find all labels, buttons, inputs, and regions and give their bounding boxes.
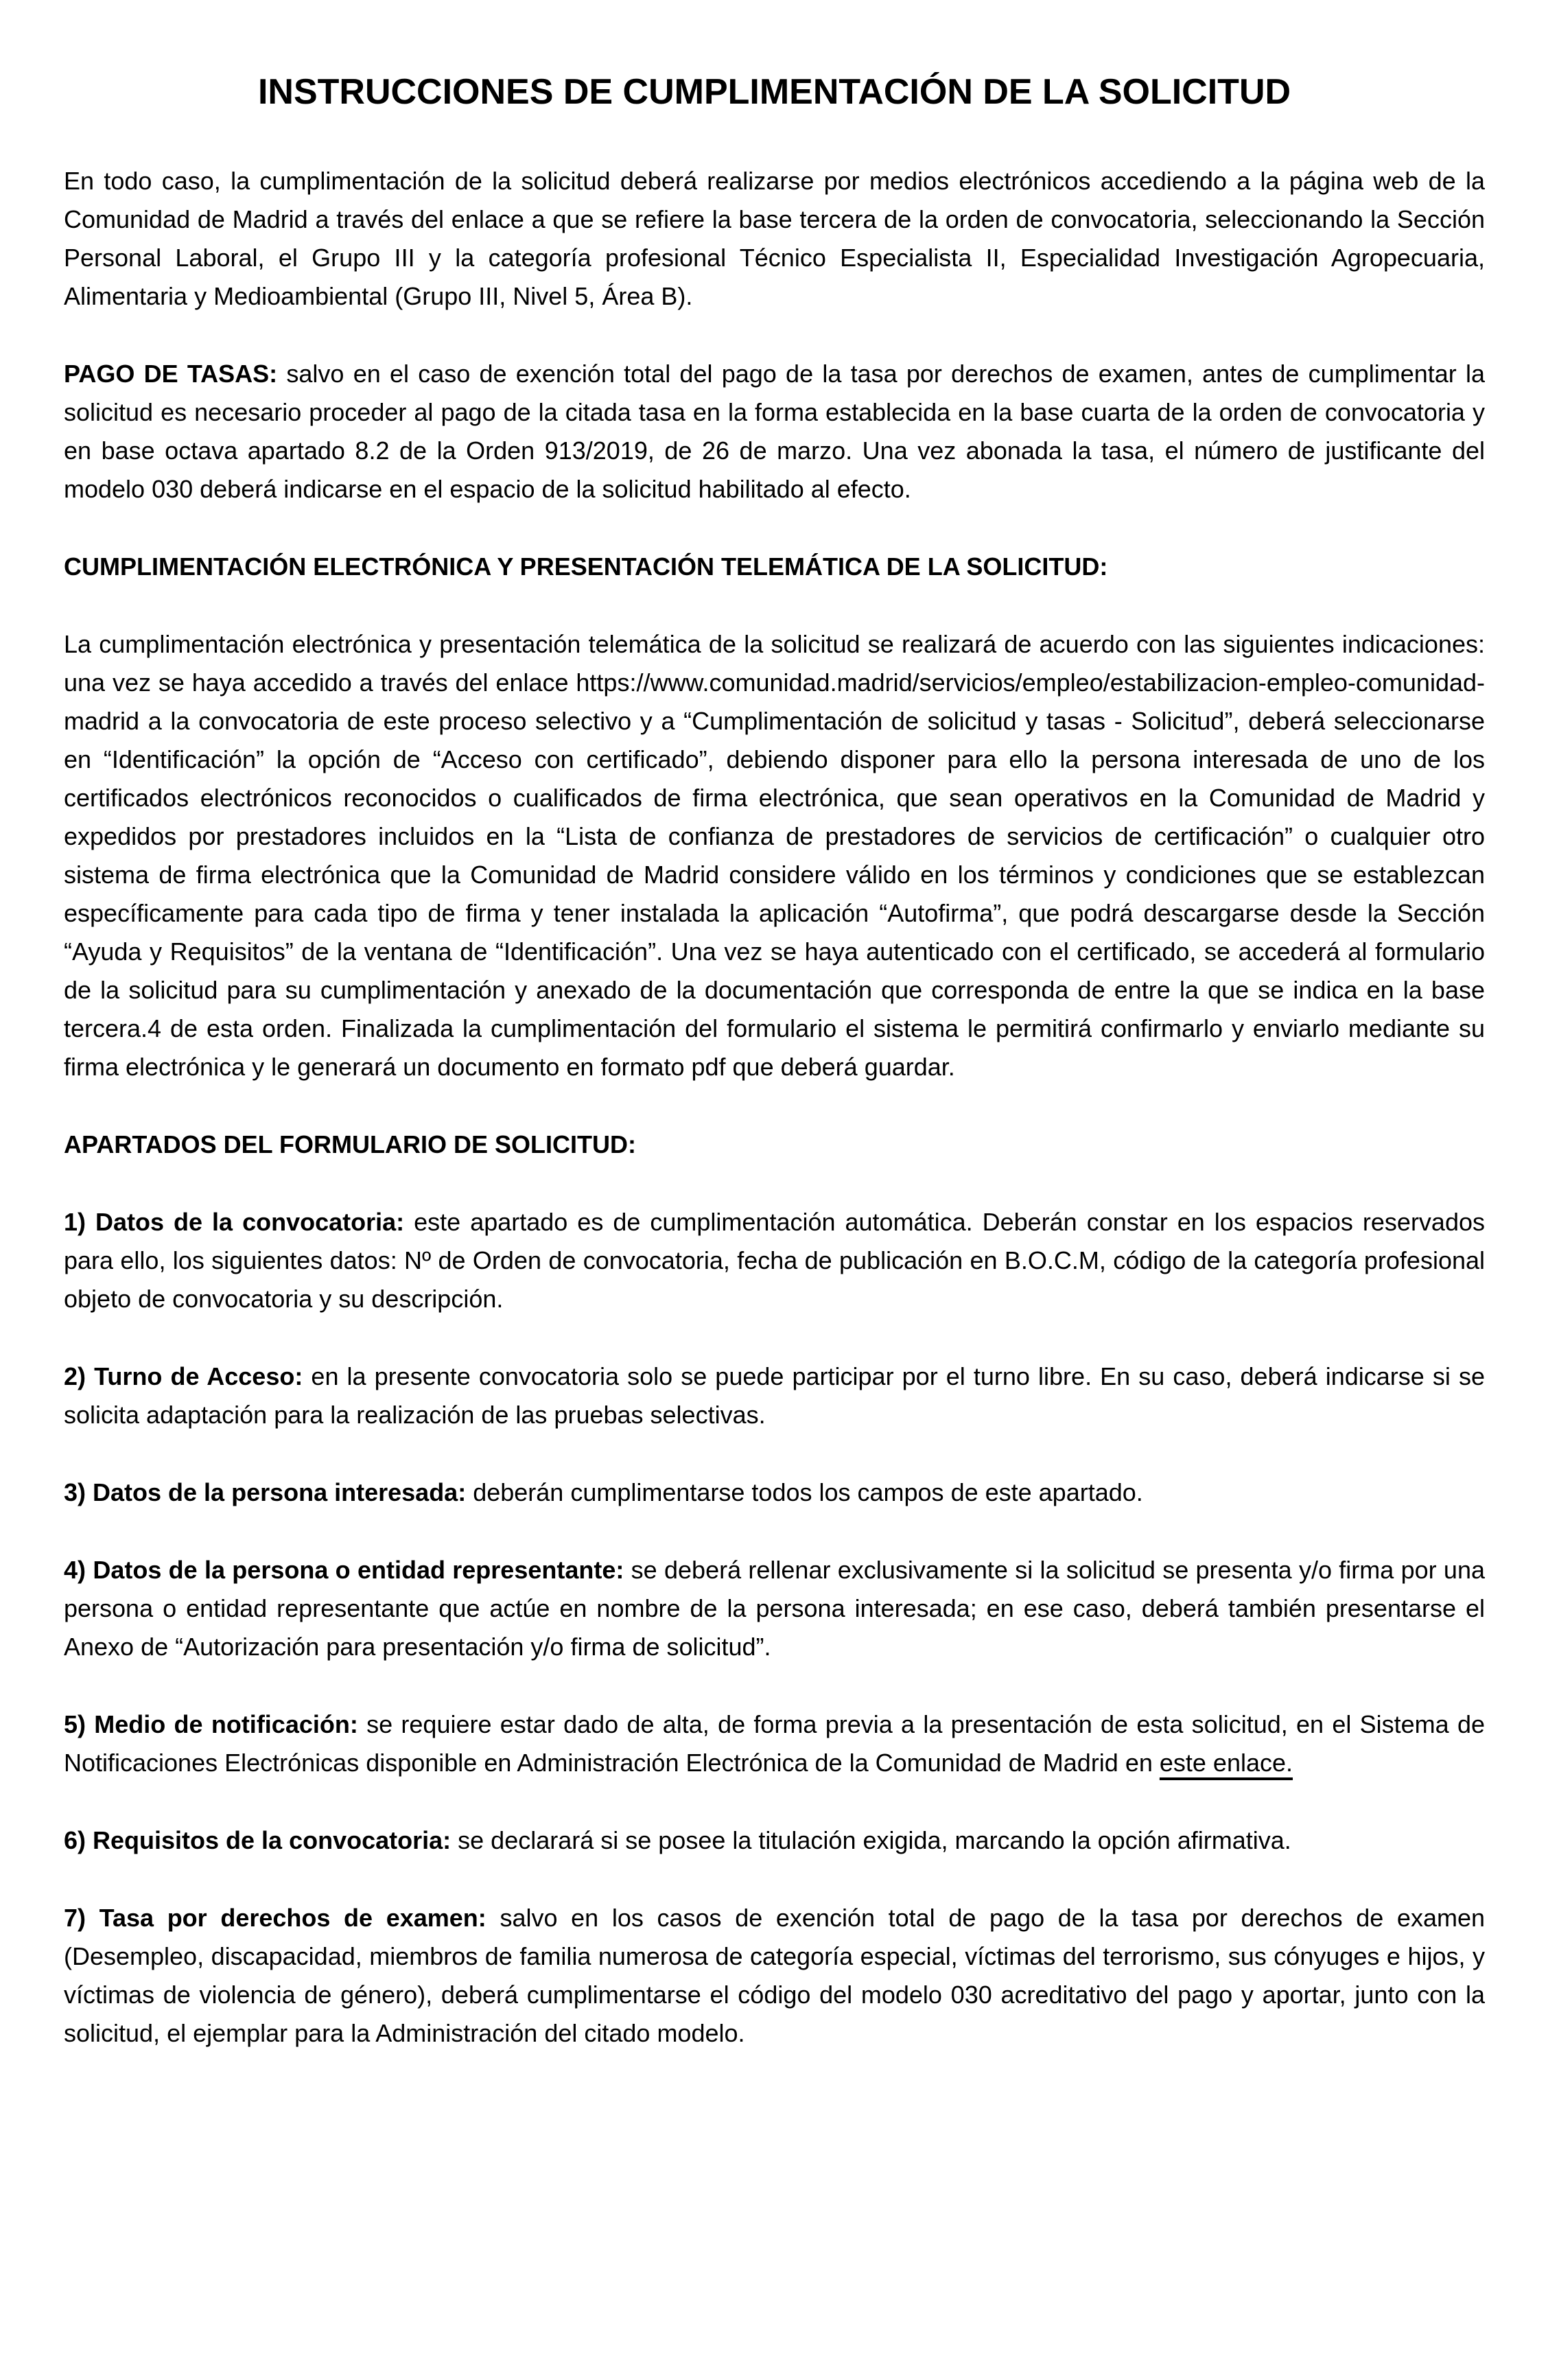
item-6-requisitos-convocatoria	[64, 1821, 1485, 1860]
cumplimentacion-text-after-url: a la convocatoria de este proceso selectivo y a “Cumplimentación de solicitud y tasas - Solicitud”, deberá seleccionarse en “Identificación” la opción de “Acceso con certificado”, debiendo disponer para ello la persona interesada de uno de los certificados electrónicos reconocidos o cualificados de firma electrónica, que sean operativos en la Comunidad de Madrid y expedidos por prestadores incluidos en la “Lista de confianza de prestadores de servicios de certificación” o cualquier otro sistema de firma electrónica que la Comunidad de Madrid considere válido en los términos y condiciones que se establezcan específicamente para cada tipo de firma y tener instalada la aplicación “Autofirma”, que podrá descargarse desde la Sección “Ayuda y Requisitos” de la ventana de “Identificación”. Una vez se haya autenticado con el certificado, se accederá al formulario de la solicitud para su cumplimentación y anexado de la documentación que corresponda de entre la que se indica en la base tercera.4 de esta orden. Finalizada la cumplimentación del formulario el sistema le permitirá confirmarlo y enviarlo mediante su firma electrónica y le generará un documento en formato pdf que deberá guardar.	[64, 707, 1485, 1081]
item-4-text: se deberá rellenar exclusivamente si la solicitud se presenta y/o firma por una persona o entidad representante que actúe en nombre de la persona interesada; en ese caso, deberá también presentarse el Anexo de “Autorización para presentación y/o firma de solicitud”.	[64, 1556, 1485, 1661]
item-3-datos-persona-interesada	[64, 1473, 1485, 1512]
este-enlace-link[interactable]: este enlace.	[1159, 1749, 1293, 1777]
pago-tasas-text: salvo en el caso de exención total del pago de la tasa por derechos de examen, antes de cumplimentar la solicitud es necesario proceder al pago de la citada tasa en la forma establecida en la base cuarta de la orden de convocatoria y en base octava apartado 8.2 de la Orden 913/2019, de 26 de marzo. Una vez abonada la tasa, el número de justificante del modelo 030 deberá indicarse en el espacio de la solicitud habilitado al efecto.	[64, 360, 1486, 503]
pago-tasas-paragraph	[64, 355, 1485, 509]
page-title: INSTRUCCIONES DE CUMPLIMENTACIÓN DE LA SOLICITUD	[257, 72, 1291, 112]
pago-tasas-label: PAGO DE TASAS:	[64, 360, 278, 388]
item-2-turno-acceso	[64, 1357, 1485, 1434]
item-5-text: se requiere estar dado de alta, de forma previa a la presentación de esta solicitud, en el Sistema de Notificaciones Electrónicas disponible en Administración Electrónica de la Comunidad de Madrid en	[64, 1710, 1485, 1777]
item-3-text: deberán cumplimentarse todos los campos de este apartado.	[466, 1478, 1143, 1506]
section-heading-cumplimentacion: CUMPLIMENTACIÓN ELECTRÓNICA Y PRESENTACIÓN TELEMÁTICA DE LA SOLICITUD:	[64, 552, 1108, 581]
section-heading-apartados: APARTADOS DEL FORMULARIO DE SOLICITUD:	[64, 1130, 636, 1158]
item-3-label: 3) Datos de la persona interesada:	[64, 1478, 467, 1506]
item-5-medio-notificacion	[64, 1705, 1485, 1782]
item-7-text: salvo en los casos de exención total de pago de la tasa por derechos de examen (Desempleo, discapacidad, miembros de familia numerosa de categoría especial, víctimas del terrorismo, sus cónyuges e hijos, y víctimas de violencia de género), deberá cumplimentarse el código del modelo 030 acreditativo del pago y aportar, junto con la solicitud, el ejemplar para la Administración del citado modelo.	[64, 1904, 1486, 2047]
cumplimentacion-paragraph	[64, 625, 1485, 1086]
item-7-label: 7) Tasa por derechos de examen:	[64, 1904, 486, 1932]
item-5-label: 5) Medio de notificación:	[64, 1710, 358, 1738]
cumplimentacion-text-before-url: La cumplimentación electrónica y presentación telemática de la solicitud se realizará de acuerdo con las siguientes indicaciones: una vez se haya accedido a través del enlace	[64, 630, 1485, 697]
item-7-tasa-derechos-examen	[64, 1899, 1485, 2053]
item-6-label: 6) Requisitos de la convocatoria:	[64, 1826, 452, 1854]
item-1-datos-convocatoria	[64, 1203, 1485, 1318]
item-4-label: 4) Datos de la persona o entidad representante:	[64, 1556, 624, 1584]
item-2-text: en la presente convocatoria solo se puede participar por el turno libre. En su caso, deberá indicarse si se solicita adaptación para la realización de las pruebas selectivas.	[64, 1362, 1485, 1429]
convocatoria-url[interactable]: https://www.comunidad.madrid/servicios/empleo/estabilizacion-empleo-comunidad-madrid	[64, 668, 1485, 735]
item-4-datos-representante	[64, 1551, 1485, 1666]
item-6-text: se declarará si se posee la titulación exigida, marcando la opción afirmativa.	[451, 1826, 1291, 1854]
item-1-label: 1) Datos de la convocatoria:	[64, 1208, 405, 1236]
intro-paragraph: En todo caso, la cumplimentación de la solicitud deberá realizarse por medios electrónicos accediendo a la página web de la Comunidad de Madrid a través del enlace a que se refiere la base tercera de la orden de convocatoria, seleccionando la Sección Personal Laboral, el Grupo III y la categoría profesional Técnico Especialista II, Especialidad Investigación Agropecuaria, Alimentaria y Medioambiental (Grupo III, Nivel 5, Área B).	[64, 167, 1485, 310]
item-2-label: 2) Turno de Acceso:	[64, 1362, 303, 1390]
item-1-text: este apartado es de cumplimentación automática. Deberán constar en los espacios reservados para ello, los siguientes datos: Nº de Orden de convocatoria, fecha de publicación en B.O.C.M, código de la categoría profesional objeto de convocatoria y su descripción.	[64, 1208, 1485, 1313]
